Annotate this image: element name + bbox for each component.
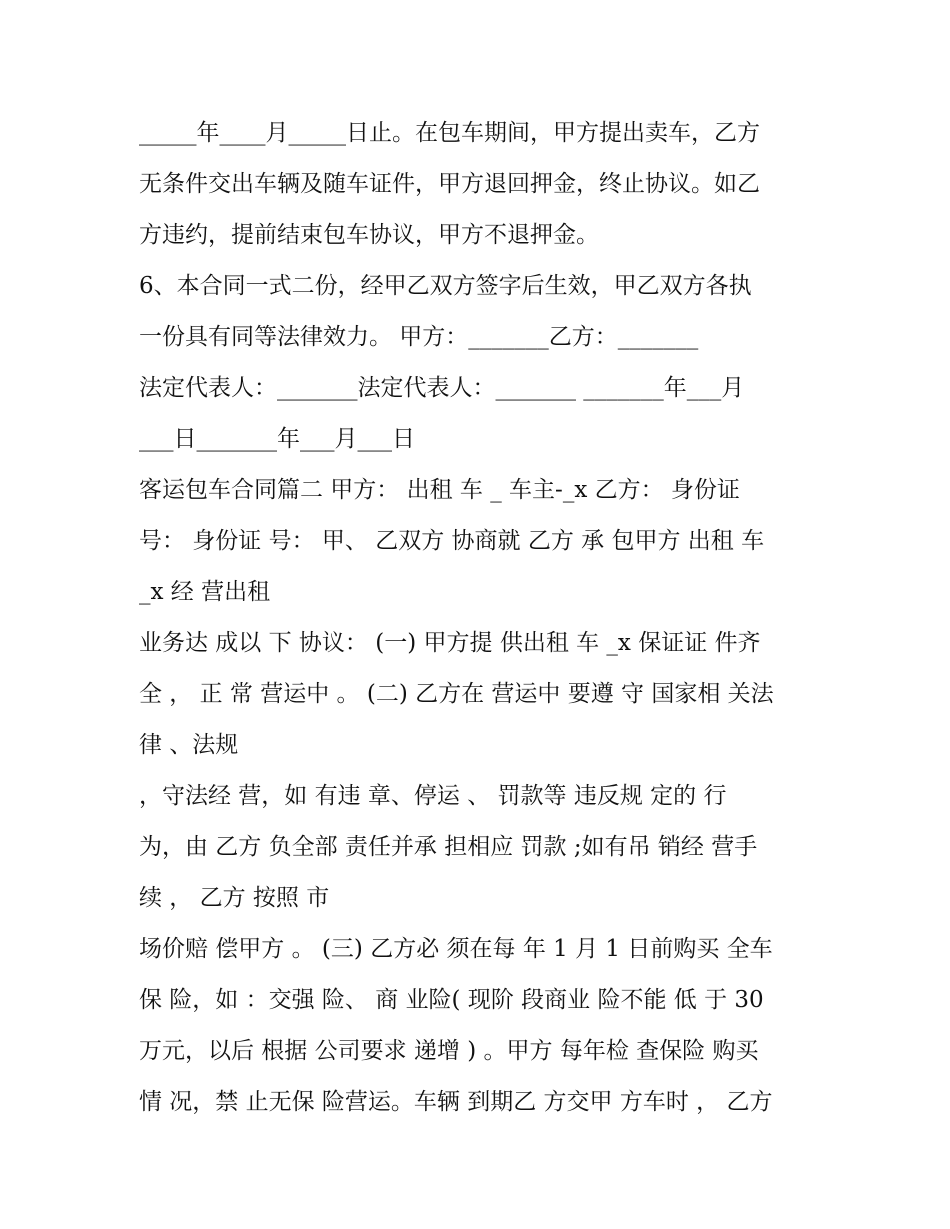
text-line: 万元，以后 根据 公司要求 递增 ) 。甲方 每年检 查保险 购买 bbox=[139, 1038, 759, 1064]
text-line: 一份具有同等法律效力。 甲方：_______乙方：_______ bbox=[139, 324, 699, 350]
text-line: _x 经 营出租 bbox=[139, 579, 271, 605]
document-body bbox=[139, 108, 819, 1128]
text-line: 续 ， 乙方 按照 市 bbox=[139, 885, 330, 911]
text-line: 方违约，提前结束包车协议，甲方不退押金。 bbox=[139, 222, 599, 248]
text-line: 业务达 成以 下 协议： (一) 甲方提 供出租 车 _x 保证证 件齐 bbox=[139, 630, 761, 656]
text-line: _____年____月_____日止。在包车期间，甲方提出卖车，乙方 bbox=[139, 120, 760, 146]
text-line: 6、本合同一式二份，经甲乙双方签字后生效，甲乙双方各执 bbox=[139, 273, 752, 299]
text-line: 法定代表人：_______法定代表人：_______ _______年___月 bbox=[139, 375, 745, 401]
text-line: 律 、法规 bbox=[139, 732, 239, 758]
text-line: 场价赔 偿甲方 。 (三) 乙方必 须在每 年 1 月 1 日前购买 全车 bbox=[139, 936, 773, 962]
text-line: ，守法经 营，如 有违 章、停运 、 罚款等 违反规 定的 行 bbox=[139, 783, 727, 809]
text-line: 无条件交出车辆及随车证件，甲方退回押金，终止协议。如乙 bbox=[139, 171, 760, 197]
text-line: 为，由 乙方 负全部 责任并承 担相应 罚款 ;如有吊 销经 营手 bbox=[139, 834, 758, 860]
text-line: 保 险，如 ：交强 险、 商 业险( 现阶 段商业 险不能 低 于 30 bbox=[139, 987, 764, 1013]
text-line: 客运包车合同篇二 甲方： 出租 车 _ 车主-_x 乙方： 身份证 bbox=[139, 477, 740, 503]
text-line: 全 ， 正 常 营运中 。 (二) 乙方在 营运中 要遵 守 国家相 关法 bbox=[139, 681, 774, 707]
text-line: 号： 身份证 号： 甲、 乙双方 协商就 乙方 承 包甲方 出租 车 bbox=[139, 528, 765, 554]
text-line: 情 况，禁 止无保 险营运。车辆 到期乙 方交甲 方车时 ， 乙方 bbox=[139, 1089, 773, 1115]
text-line: ___日_______年___月___日 bbox=[139, 426, 415, 452]
